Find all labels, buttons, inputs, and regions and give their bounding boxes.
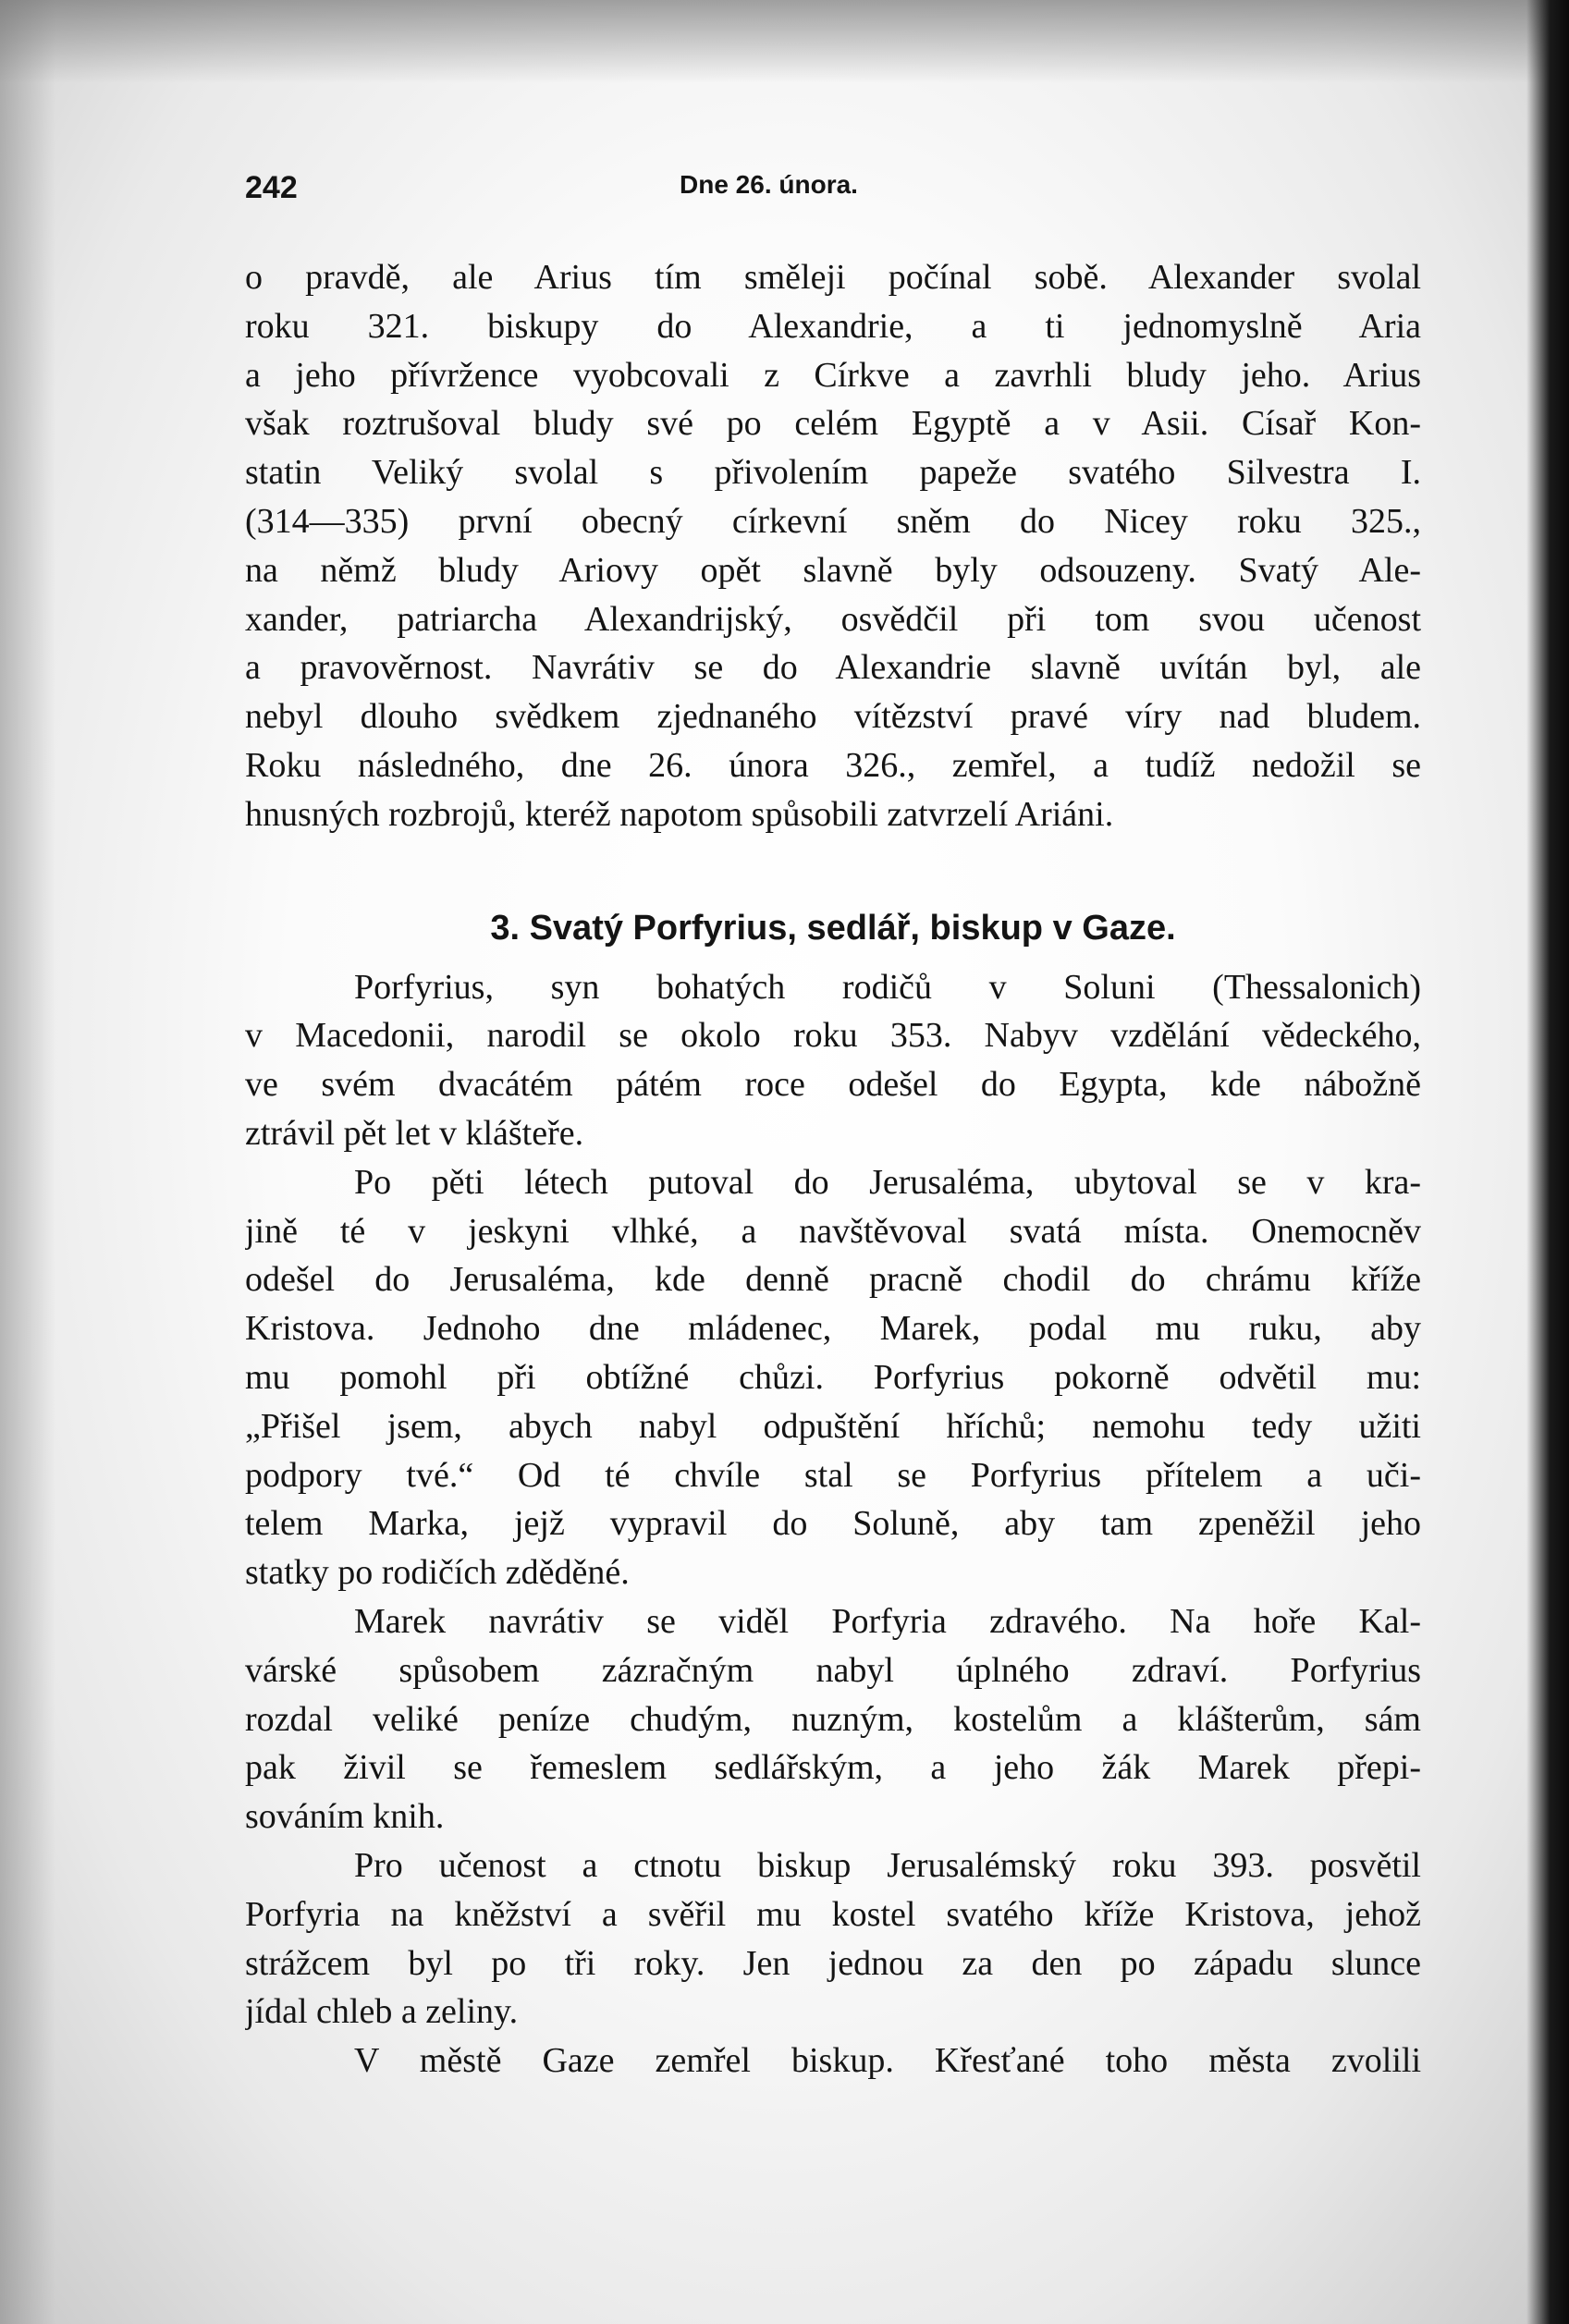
text-line: mu pomohl při obtížné chůzi. Porfyrius pokorně odvětil mu:	[245, 1357, 1421, 1397]
paragraph-2	[245, 1158, 1421, 1597]
text-line: xander, patriarcha Alexandrijský, osvědčil při tom svou učenost	[245, 599, 1421, 639]
text-line: Porfyria na kněžství a svěřil mu kostel svatého kříže Kristova, jehož	[245, 1894, 1421, 1934]
text-line: statin Veliký svolal s přivolením papeže svatého Silvestra I.	[245, 453, 1421, 493]
paragraph-1	[245, 963, 1421, 1158]
book-page	[245, 157, 1421, 2085]
scan-shadow-top	[0, 0, 1569, 83]
text-line: o pravdě, ale Arius tím směleji počínal sobě. Alexander svolal	[245, 258, 1421, 297]
text-line: Kristova. Jednoho dne mládenec, Marek, podal mu ruku, aby	[245, 1309, 1421, 1349]
text-line: strážcem byl po tři roky. Jen jednou za den po západu slunce	[245, 1943, 1421, 1983]
section-heading: 3. Svatý Porfyrius, sedlář, biskup v Gaze.	[490, 908, 1176, 948]
page-header	[245, 157, 1421, 213]
running-head: Dne 26. února.	[680, 170, 858, 199]
page-number: 242	[245, 170, 298, 205]
text-line: však roztrušoval bludy své po celém Egyptě a v Asii. Císař Kon-	[245, 404, 1421, 444]
scan-shadow-right	[1526, 0, 1569, 2324]
text-line: roku 321. biskupy do Alexandrie, a ti jednomyslně Aria	[245, 306, 1421, 346]
text-line: a jeho přívržence vyobcovali z Církve a zavrhli bludy jeho. Arius	[245, 355, 1421, 395]
text-line: Pro učenost a ctnotu biskup Jerusalémský roku 393. posvětil	[354, 1845, 1421, 1885]
paragraph-3	[245, 1597, 1421, 1841]
text-line: sováním knih.	[245, 1797, 445, 1837]
text-line: Po pěti létech putoval do Jerusaléma, ubytoval se v kra-	[354, 1162, 1421, 1202]
text-line: podpory tvé.“ Od té chvíle stal se Porfyrius přítelem a uči-	[245, 1455, 1421, 1495]
text-line: Roku následného, dne 26. února 326., zemřel, a tudíž nedožil se	[245, 745, 1421, 785]
text-line: V městě Gaze zemřel biskup. Křesťané toho města zvolili	[354, 2041, 1421, 2081]
text-line: jině té v jeskyni vlhké, a navštěvoval svatá místa. Onemocněv	[245, 1211, 1421, 1251]
scan-shadow-left	[0, 0, 55, 2324]
text-line: a pravověrnost. Navrátiv se do Alexandrie slavně uvítán byl, ale	[245, 648, 1421, 688]
text-line: hnusných rozbrojů, kteréž napotom spůsobili zatvrzelí Ariáni.	[245, 794, 1114, 834]
text-line: pak živil se řemeslem sedlářským, a jeho žák Marek přepi-	[245, 1748, 1421, 1788]
text-line: nebyl dlouho svědkem zjednaného vítězství pravé víry nad bludem.	[245, 697, 1421, 737]
intro-paragraph	[245, 253, 1421, 839]
text-line: telem Marka, jejž vypravil do Soluně, aby tam zpeněžil jeho	[245, 1504, 1421, 1544]
section-body	[245, 963, 1421, 2085]
text-line: Porfyrius, syn bohatých rodičů v Soluni (Thessalonich)	[354, 967, 1421, 1007]
text-line: ve svém dvacátém pátém roce odešel do Egypta, kde nábožně	[245, 1065, 1421, 1105]
text-line: na němž bludy Ariovy opět slavně byly odsouzeny. Svatý Ale-	[245, 550, 1421, 590]
text-line: rozdal veliké peníze chudým, nuzným, kostelům a klášterům, sám	[245, 1699, 1421, 1739]
text-line: ztrávil pět let v klášteře.	[245, 1113, 584, 1153]
text-line: v Macedonii, narodil se okolo roku 353. Nabyv vzdělání vědeckého,	[245, 1016, 1421, 1056]
text-line: Marek navrátiv se viděl Porfyria zdravého. Na hoře Kal-	[354, 1601, 1421, 1641]
text-line: statky po rodičích zděděné.	[245, 1553, 630, 1593]
paragraph-5	[245, 2037, 1421, 2085]
text-line: (314—335) první obecný církevní sněm do Nicey roku 325.,	[245, 501, 1421, 541]
paragraph-4	[245, 1841, 1421, 2037]
text-line: „Přišel jsem, abych nabyl odpuštění hříchů; nemohu tedy užiti	[245, 1406, 1421, 1446]
text-line: odešel do Jerusaléma, kde denně pracně chodil do chrámu kříže	[245, 1260, 1421, 1300]
text-line: jídal chleb a zeliny.	[245, 1992, 519, 2032]
text-line: várské spůsobem zázračným nabyl úplného zdraví. Porfyrius	[245, 1650, 1421, 1690]
